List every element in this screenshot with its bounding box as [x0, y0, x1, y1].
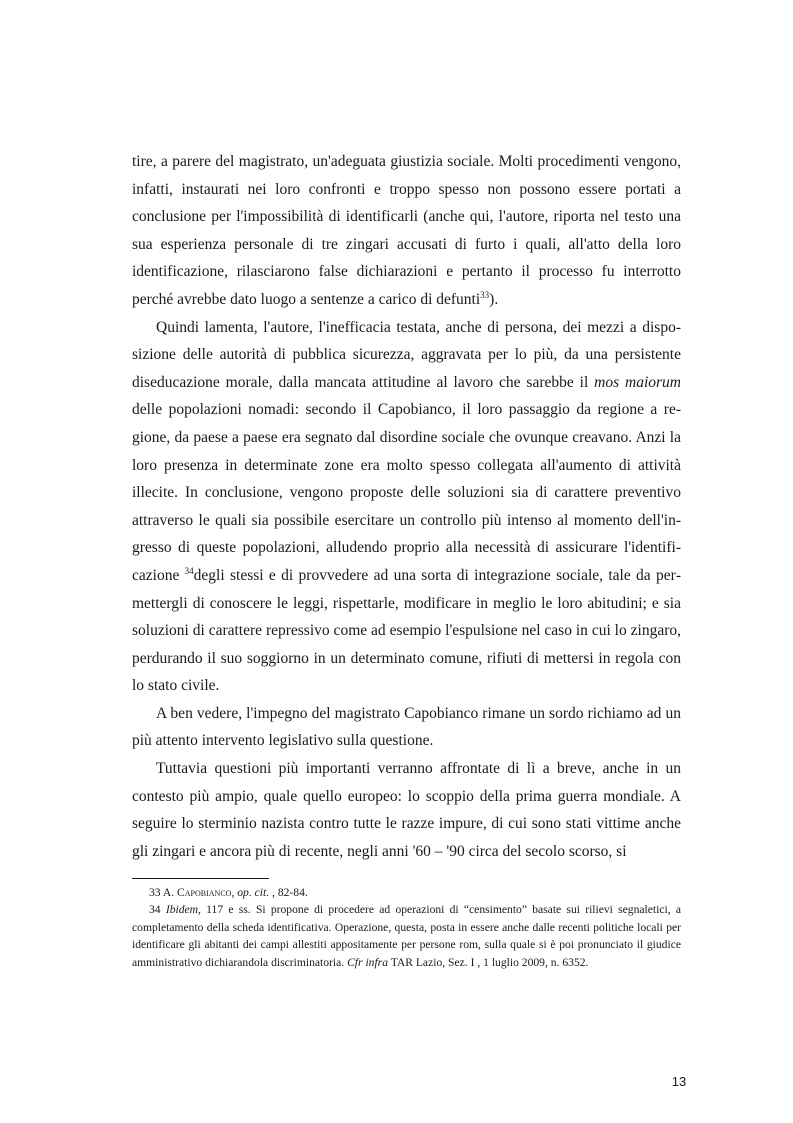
footnote-33-number: 33 [149, 886, 161, 899]
main-text [132, 148, 681, 865]
page-number: 13 [671, 1074, 687, 1089]
footnote-34-number: 34 [149, 903, 161, 917]
footnote-34-ibidem: Ibidem [165, 903, 199, 917]
paragraph-3: A ben vedere, l'impegno del magistrato Capobianco rimane un sordo richiamo ad un più attento intervento legislativo sulla questione. [132, 704, 681, 750]
footnote-ref-33[interactable]: 33 [480, 289, 490, 300]
footnote-33-pages: , 82-84. [269, 886, 308, 899]
footnote-34-cfr: Cfr infra [347, 955, 388, 969]
footnote-divider [132, 878, 269, 879]
footnote-34 [132, 901, 681, 971]
paragraph-2-italic: mos maiorum [594, 373, 681, 391]
footnote-ref-34[interactable]: 34 [184, 565, 194, 576]
paragraph-1-text: tire, a parere del magistrato, un'adeguata giustizia sociale. Molti procedimenti vengono, infatti, instaurati nei loro confronti e troppo spesso non possono essere portati a conclusione per l'impossibilità di identificarli (anche qui, l'autore, riporta nel testo una sua esperienza personale di tre zingari accusati di furto i quali, all'atto della loro identificazione, rilasciarono false dichiarazioni e pertanto il processo fu interrotto perché avrebbe dato luogo a sentenze a carico di defunti [132, 153, 681, 308]
footnote-34-text-b: TAR Lazio, Sez. I , 1 luglio 2009, n. 6352. [388, 955, 589, 969]
paragraph-2-text-b: delle popolazioni nomadi: secondo il Capobianco, il loro passaggio da regione a regione, da paese a paese era segnato dal disordine sociale che ovunque creavano. Anzi la loro presenza in determinate zone era molto spesso collegata all'aumento di attività illecite. In conclusione, vengono proposte delle soluzioni sia di carattere preventivo attraverso le quali sia possibile esercitare un controllo più intenso al momento dell'ingresso di queste popolazioni, alludendo proprio alla necessità di assicurare l'identificazione [132, 401, 681, 584]
paragraph-4: Tuttavia questioni più importanti verranno affrontate di lì a breve, anche in un contesto più ampio, quale quello europeo: lo scoppio della prima guerra mondiale. A seguire lo sterminio nazista contro tutte le razze impure, di cui sono stati vittime anche gli zingari e ancora più di recente, negli anni '60 – '90 circa del secolo scorso, si [132, 760, 681, 860]
paragraph-1-end: ). [489, 290, 499, 308]
footnote-34-text-a: , 117 e ss. Si propone di procedere ad operazioni di “censimento” basate sui rilievi segnaletici, a completamento della scheda identificativa. Operazione, questa, posta in essere anche dalle recenti politiche locali per identificare gli abitanti dei campi allestiti appositamente per persone rom, sulla quale si è poi pronunciato il giudice amministrativo dichiarandola discriminatoria. [132, 903, 681, 969]
paragraph-2 [132, 314, 681, 700]
footnote-33-separator: , [231, 886, 238, 899]
footnotes [132, 884, 681, 971]
paragraph-2-text-c: degli stessi e di provvedere ad una sorta di integrazione sociale, tale da permettergli di conoscere le leggi, rispettarle, modificare in meglio le loro abitudini; e sia soluzioni di carattere repressivo come ad esempio l'espulsione nel caso in cui lo zingaro, perdurando il suo soggiorno in un determinato comune, rifiuti di mettersi in regola con lo stato civile. [132, 566, 681, 695]
paragraph-2-text-a: Quindi lamenta, l'autore, l'inefficacia testata, anche di persona, dei mezzi a disposizione delle autorità di pubblica sicurezza, aggravata per lo più, da una persistente diseducazione morale, dalla mancata attitudine al lavoro che sarebbe il [132, 318, 681, 391]
footnote-33-initial: A. [162, 886, 178, 899]
footnote-33 [132, 884, 681, 901]
paragraph-1 [132, 148, 681, 314]
footnote-33-cit: op. cit. [237, 886, 270, 899]
footnote-33-author: Capobianco [177, 886, 232, 899]
